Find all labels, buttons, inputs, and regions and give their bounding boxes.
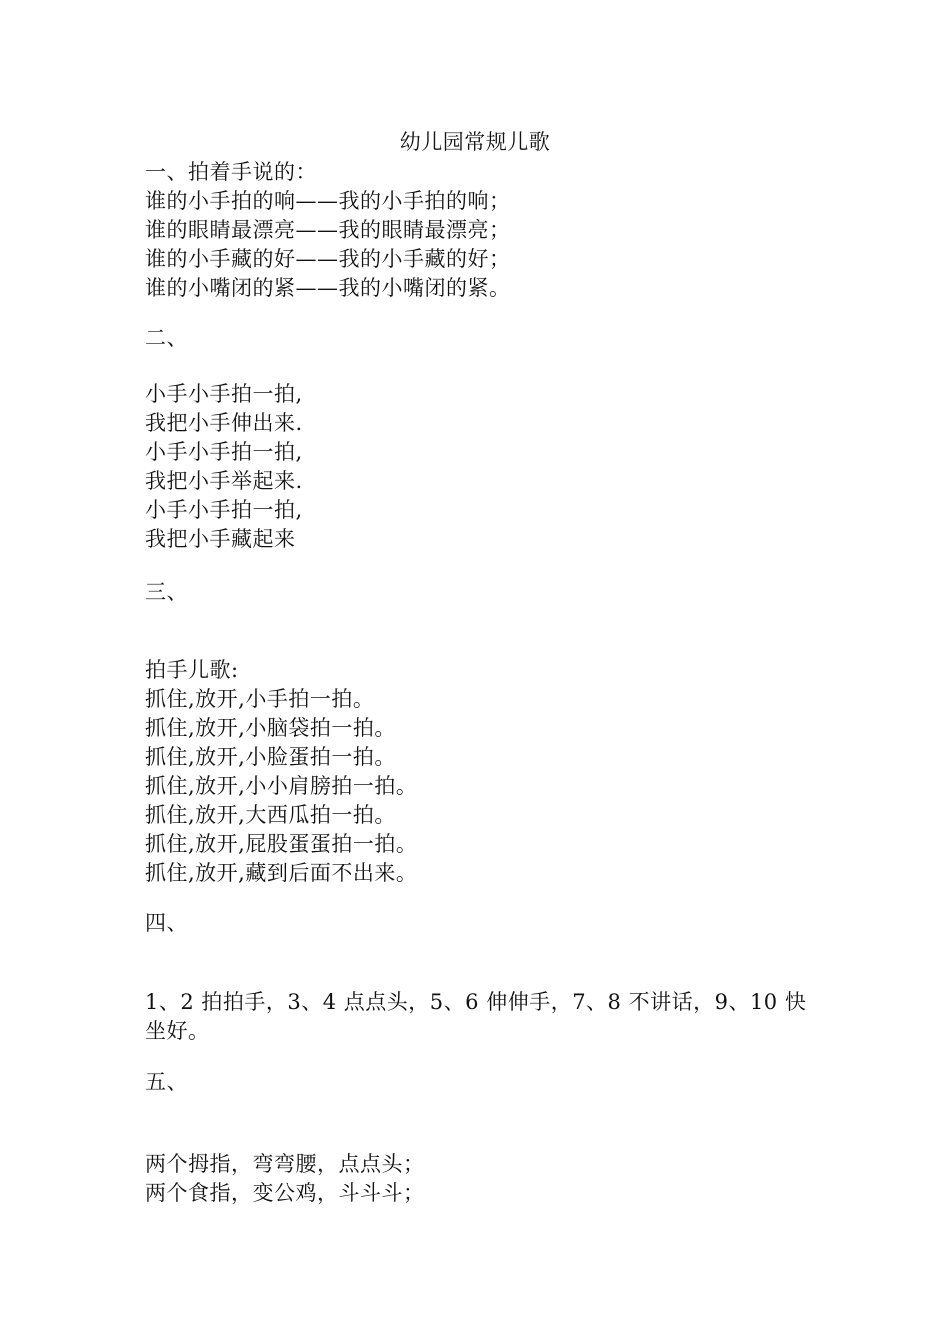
section-2-heading: 二、: [145, 326, 188, 350]
section-4-line-2: 坐好。: [145, 1019, 210, 1043]
section-2-line-2: 我把小手伸出来.: [145, 411, 303, 435]
section-3-line-6: 抓住,放开,大西瓜拍一拍。: [145, 803, 396, 827]
section-3-line-3: 抓住,放开,小脑袋拍一拍。: [145, 716, 396, 740]
section-4-line-1: 1、2 拍拍手，3、4 点点头，5、6 伸伸手，7、8 不讲话，9、10 快: [145, 990, 807, 1014]
section-1-line-3: 谁的小手藏的好——我的小手藏的好；: [145, 247, 511, 271]
section-2-line-1: 小手小手拍一拍,: [145, 382, 303, 406]
section-3-line-8: 抓住,放开,藏到后面不出来。: [145, 861, 418, 885]
section-1-line-1: 谁的小手拍的响——我的小手拍的响；: [145, 189, 511, 213]
section-1-line-4: 谁的小嘴闭的紧——我的小嘴闭的紧。: [145, 276, 511, 300]
section-3-line-2: 抓住,放开,小手拍一拍。: [145, 687, 375, 711]
section-3-line-7: 抓住,放开,屁股蛋蛋拍一拍。: [145, 832, 418, 856]
section-3-line-5: 抓住,放开,小小肩膀拍一拍。: [145, 774, 418, 798]
section-2-line-4: 我把小手举起来.: [145, 469, 303, 493]
section-2-line-3: 小手小手拍一拍,: [145, 440, 303, 464]
section-2-line-6: 我把小手藏起来: [145, 527, 296, 551]
section-5-heading: 五、: [145, 1070, 188, 1094]
section-1-line-2: 谁的眼睛最漂亮——我的眼睛最漂亮；: [145, 218, 511, 242]
section-3-line-4: 抓住,放开,小脸蛋拍一拍。: [145, 745, 396, 769]
section-4-heading: 四、: [145, 911, 188, 935]
section-5-line-1: 两个拇指，弯弯腰，点点头；: [145, 1152, 425, 1176]
section-3-line-1: 拍手儿歌:: [145, 658, 239, 682]
section-2-line-5: 小手小手拍一拍,: [145, 498, 303, 522]
section-1-heading: 一、拍着手说的：: [145, 160, 317, 184]
section-3-heading: 三、: [145, 580, 188, 604]
section-5-line-2: 两个食指，变公鸡，斗斗斗；: [145, 1181, 425, 1205]
document-title: 幼儿园常规儿歌: [399, 130, 551, 154]
